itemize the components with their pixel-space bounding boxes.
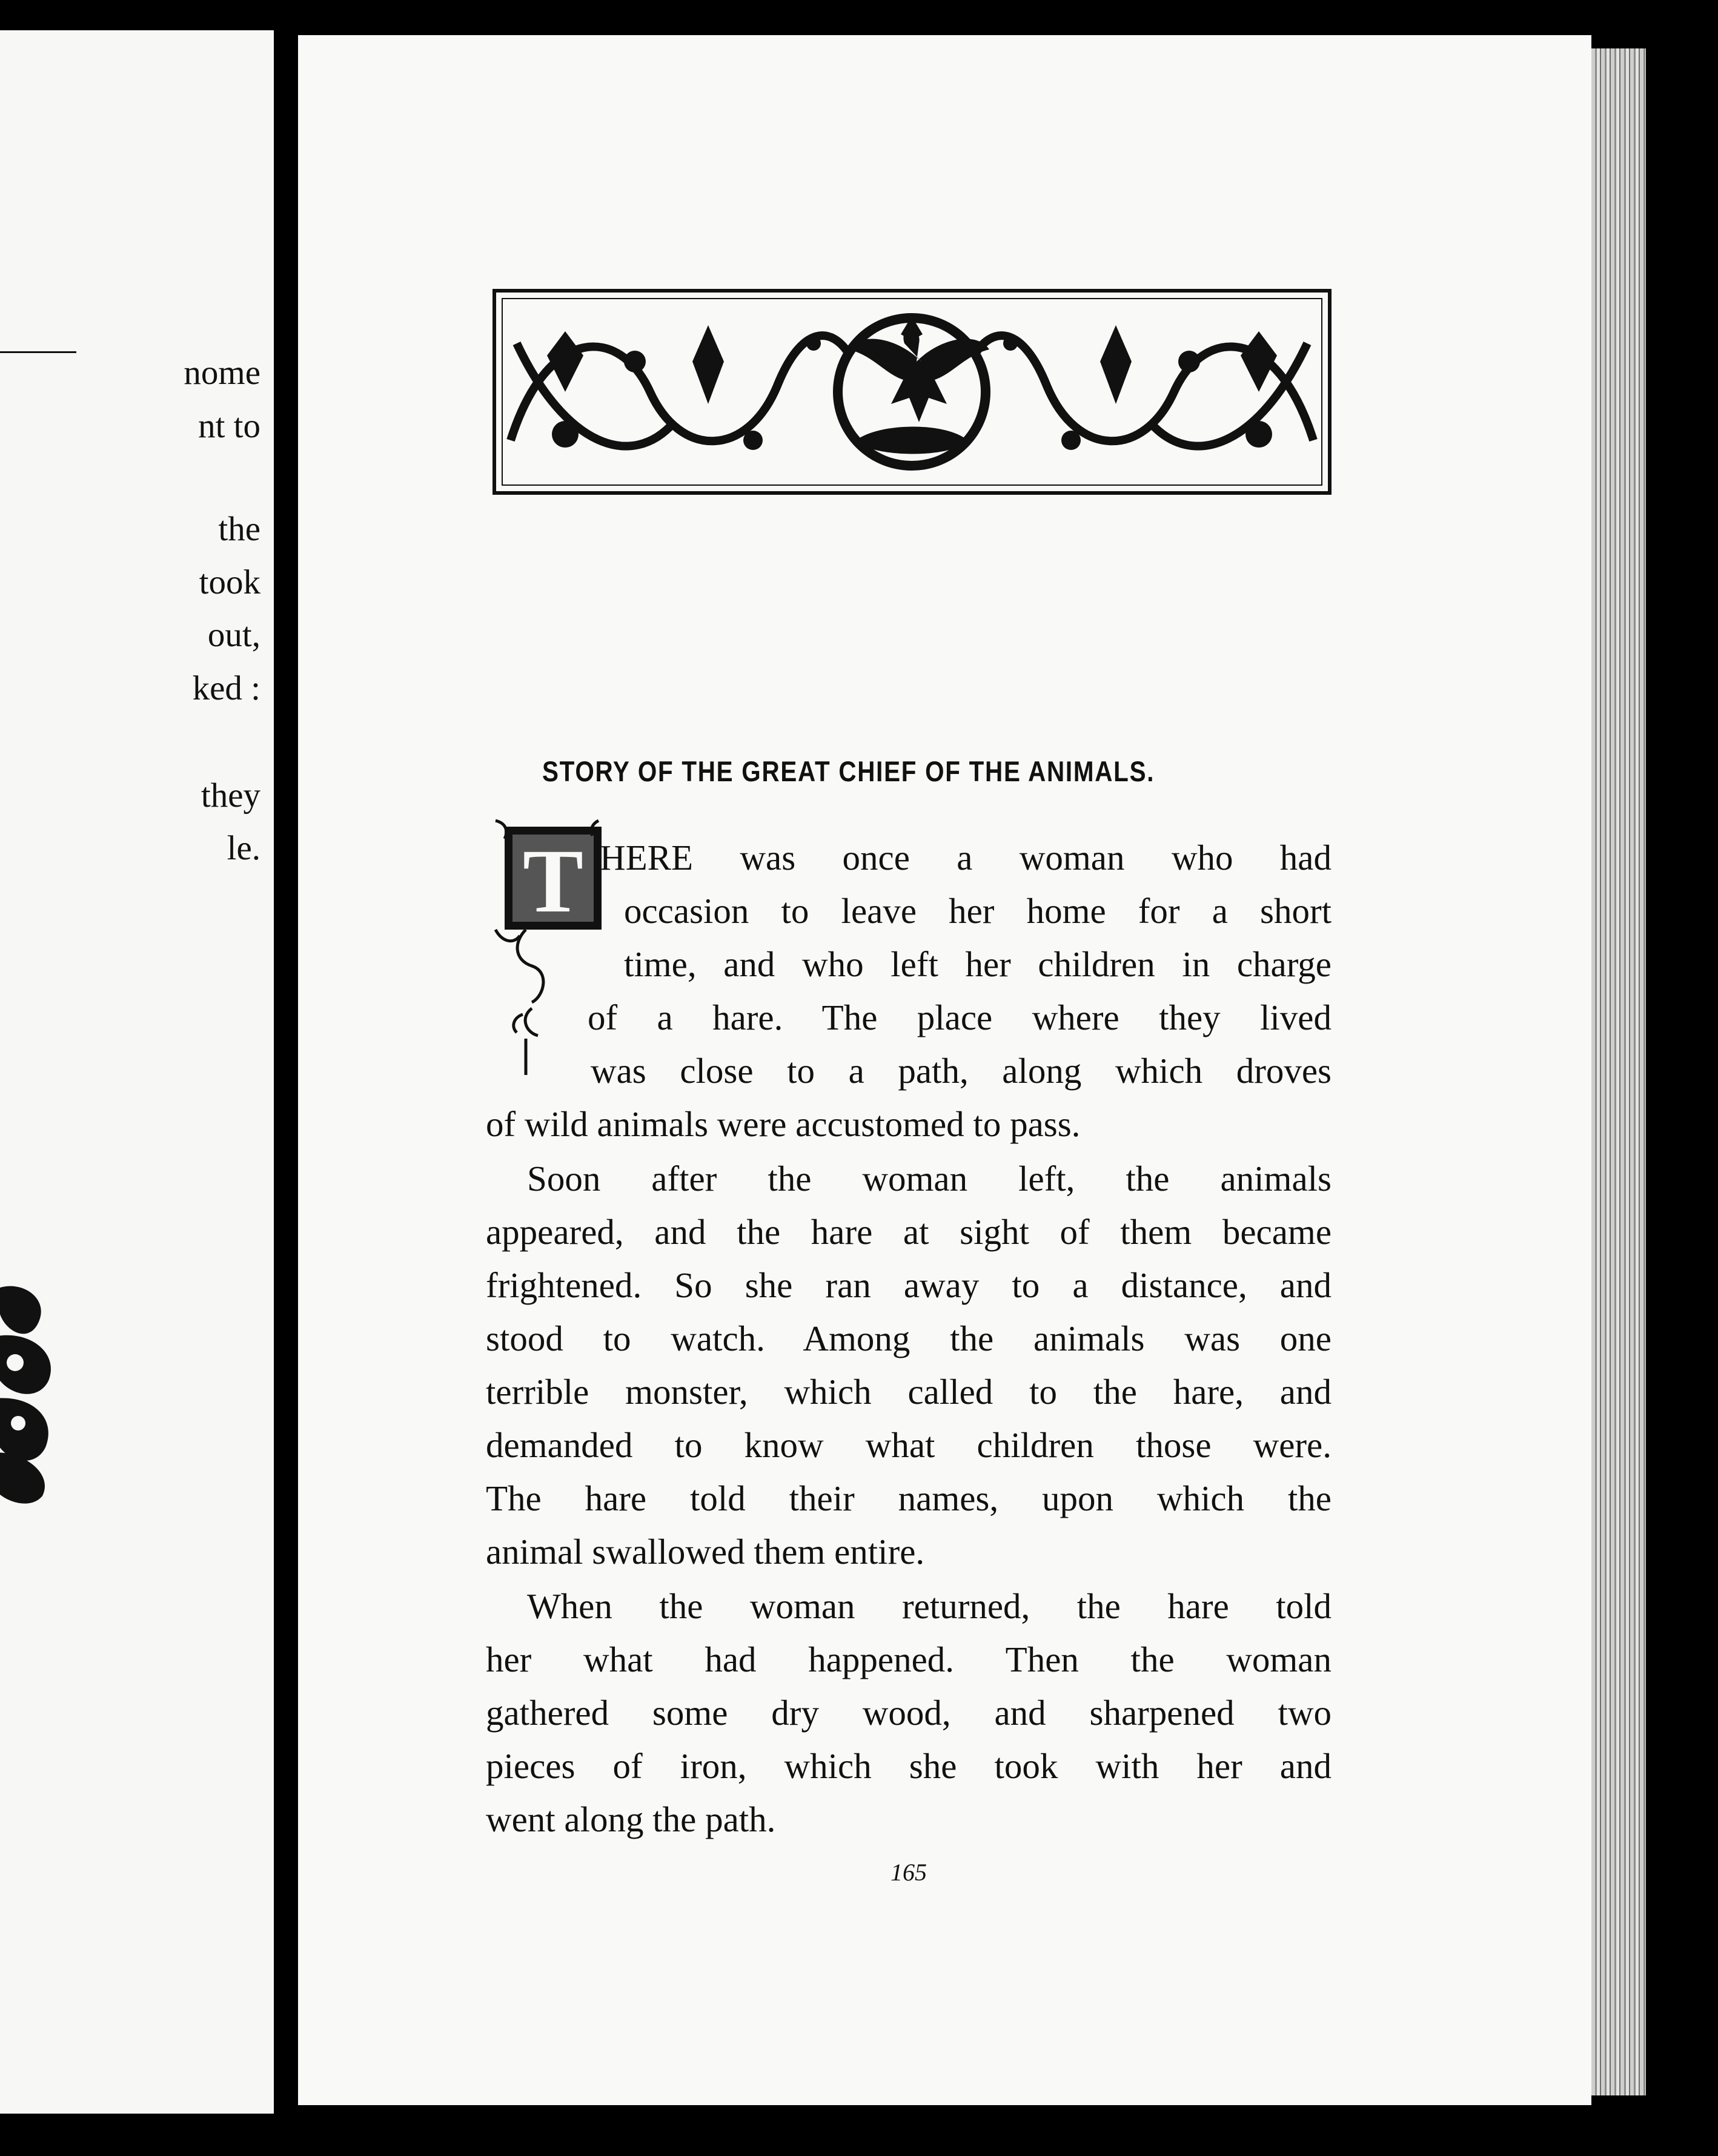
paragraph-line: went along the path.	[486, 1799, 776, 1839]
story-title: STORY OF THE GREAT CHIEF OF THE ANIMALS.	[542, 755, 1155, 787]
paragraph-line: occasion to leave her home for a short	[624, 891, 1332, 931]
left-text-line: took	[199, 563, 260, 601]
paragraph-line: time, and who left her children in charge	[624, 944, 1332, 984]
paragraph-line: When the woman returned, the hare told	[527, 1586, 1332, 1626]
paragraph-line: stood to watch. Among the animals was one	[486, 1318, 1332, 1358]
paragraph-line: of a hare. The place where they lived	[588, 997, 1332, 1037]
left-text-line: le.	[227, 829, 260, 867]
left-text-line: the	[218, 510, 260, 548]
page-edge	[1591, 48, 1646, 2095]
paragraph-line: terrible monster, which called to the hare, and	[486, 1372, 1332, 1412]
paragraph-line: frightened. So she ran away to a distance, and	[486, 1265, 1332, 1305]
paragraph-line: The hare told their names, upon which the	[486, 1478, 1332, 1518]
paragraph-line: pieces of iron, which she took with her and	[486, 1746, 1332, 1786]
page-number: 165	[891, 1859, 927, 1886]
paragraph-line: gathered some dry wood, and sharpened two	[486, 1693, 1332, 1733]
left-page	[0, 30, 274, 2114]
illuminated-initial-icon	[489, 815, 605, 1081]
left-text-line: nt to	[198, 407, 260, 445]
paragraph-line: HERE was once a woman who had	[600, 838, 1332, 878]
paragraph-line: appeared, and the hare at sight of them became	[486, 1212, 1332, 1252]
left-text-line: they	[201, 776, 260, 815]
section-rule	[0, 351, 76, 353]
paragraph-line: animal swallowed them entire.	[486, 1532, 925, 1572]
paragraph-line: her what had happened. Then the woman	[486, 1639, 1332, 1679]
paragraph-line: Soon after the woman left, the animals	[527, 1159, 1332, 1199]
left-text-line: ked :	[192, 669, 260, 707]
floral-ornament-icon	[0, 1278, 67, 1508]
paragraph-line: of wild animals were accustomed to pass.	[486, 1104, 1081, 1144]
left-text-line: nome	[184, 354, 260, 392]
book-gutter	[274, 0, 298, 2156]
decorative-headpiece-icon	[493, 289, 1332, 495]
paragraph-line: was close to a path, along which droves	[591, 1051, 1332, 1091]
paragraph-line: demanded to know what children those were.	[486, 1425, 1332, 1465]
left-text-line: out,	[207, 616, 260, 654]
initial-letter: T	[522, 831, 584, 931]
